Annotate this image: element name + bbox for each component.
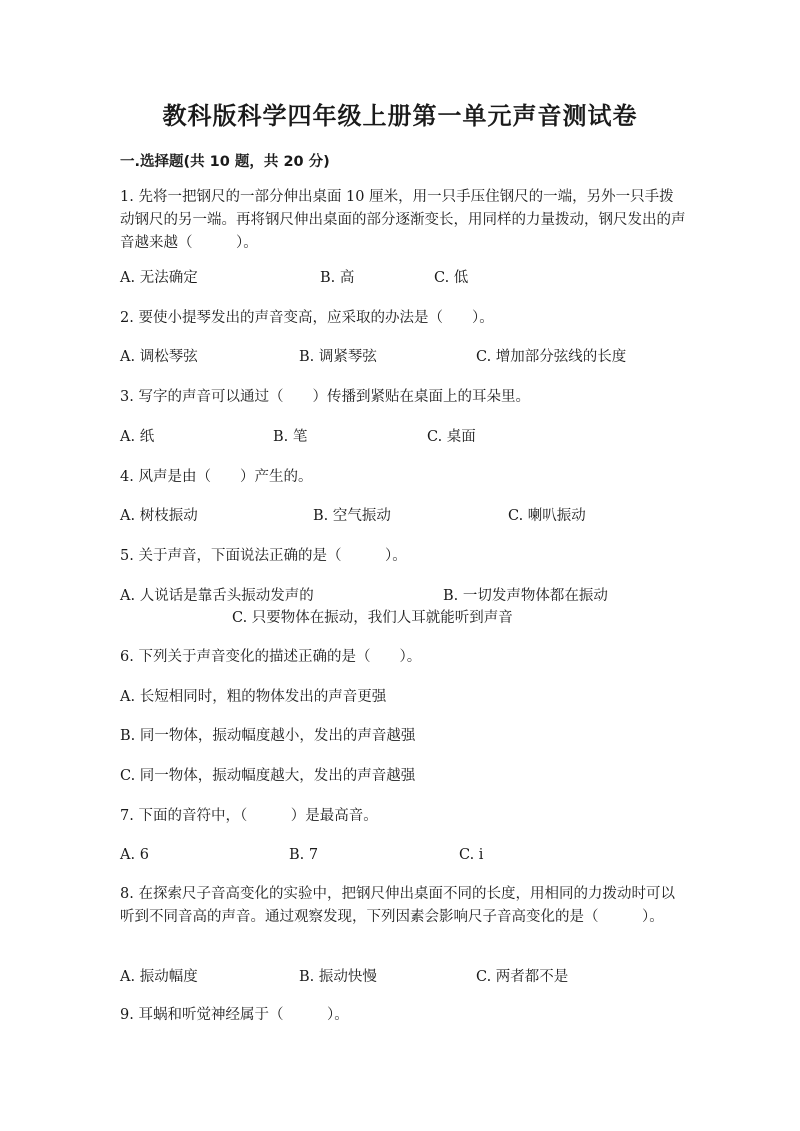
- question-2-option-a: A. 调松琴弦: [120, 349, 198, 365]
- question-7-option-b: B. 7: [289, 847, 319, 863]
- question-3-stem: 3. 写字的声音可以通过（ ）传播到紧贴在桌面上的耳朵里。: [120, 389, 530, 405]
- question-5-stem: 5. 关于声音，下面说法正确的是（ ）。: [120, 548, 407, 564]
- question-8-option-b: B. 振动快慢: [299, 969, 377, 985]
- question-4-stem: 4. 风声是由（ ）产生的。: [120, 469, 313, 485]
- question-2-option-b: B. 调紧琴弦: [299, 349, 377, 365]
- question-5-option-a: A. 人说话是靠舌头振动发声的: [120, 588, 314, 604]
- question-9-stem: 9. 耳蜗和听觉神经属于（ ）。: [120, 1007, 349, 1023]
- question-1-stem: 1. 先将一把钢尺的一部分伸出桌面 10 厘米，用一只手压住钢尺的一端，另外一只手拨动钢尺的另一端。再将钢尺伸出桌面的部分逐渐变长，用同样的力量拨动，钢尺发出的声音越来越（ ）。: [120, 189, 686, 251]
- question-7-option-a: A. 6: [120, 847, 149, 863]
- question-1-option-b: B. 高: [320, 270, 355, 286]
- question-7-option-c: C. i: [459, 847, 484, 863]
- question-5-option-b: B. 一切发声物体都在振动: [443, 588, 608, 604]
- question-3-option-a: A. 纸: [120, 429, 155, 445]
- question-6-option-a: A. 长短相同时，粗的物体发出的声音更强: [120, 689, 387, 705]
- question-8-option-a: A. 振动幅度: [120, 969, 198, 985]
- question-2-stem: 2. 要使小提琴发出的声音变高，应采取的办法是（ ）。: [120, 310, 494, 326]
- question-6-stem: 6. 下列关于声音变化的描述正确的是（ ）。: [120, 649, 422, 665]
- question-6-option-b: B. 同一物体，振动幅度越小，发出的声音越强: [120, 728, 416, 744]
- question-3-option-b: B. 笔: [273, 429, 308, 445]
- question-2-option-c: C. 增加部分弦线的长度: [476, 349, 627, 365]
- question-4-option-a: A. 树枝振动: [120, 508, 198, 524]
- question-1-option-c: C. 低: [434, 270, 469, 286]
- question-3-option-c: C. 桌面: [427, 429, 476, 445]
- question-1-option-a: A. 无法确定: [120, 270, 198, 286]
- question-4-option-b: B. 空气振动: [313, 508, 391, 524]
- question-8-option-c: C. 两者都不是: [476, 969, 569, 985]
- question-8-stem: 8. 在探索尺子音高变化的实验中，把钢尺伸出桌面不同的长度，用相同的力拨动时可以听到不同音高的声音。通过观察发现，下列因素会影响尺子音高变化的是（ ）。: [120, 886, 675, 925]
- question-7-stem: 7. 下面的音符中，（ ）是最高音。: [120, 808, 378, 824]
- page-title: 教科版科学四年级上册第一单元声音测试卷: [162, 102, 638, 130]
- question-4-option-c: C. 喇叭振动: [508, 508, 586, 524]
- question-6-option-c: C. 同一物体，振动幅度越大，发出的声音越强: [120, 768, 416, 784]
- question-5-option-c: C. 只要物体在振动，我们人耳就能听到声音: [232, 610, 513, 626]
- section-heading: 一.选择题(共 10 题，共 20 分): [120, 154, 330, 170]
